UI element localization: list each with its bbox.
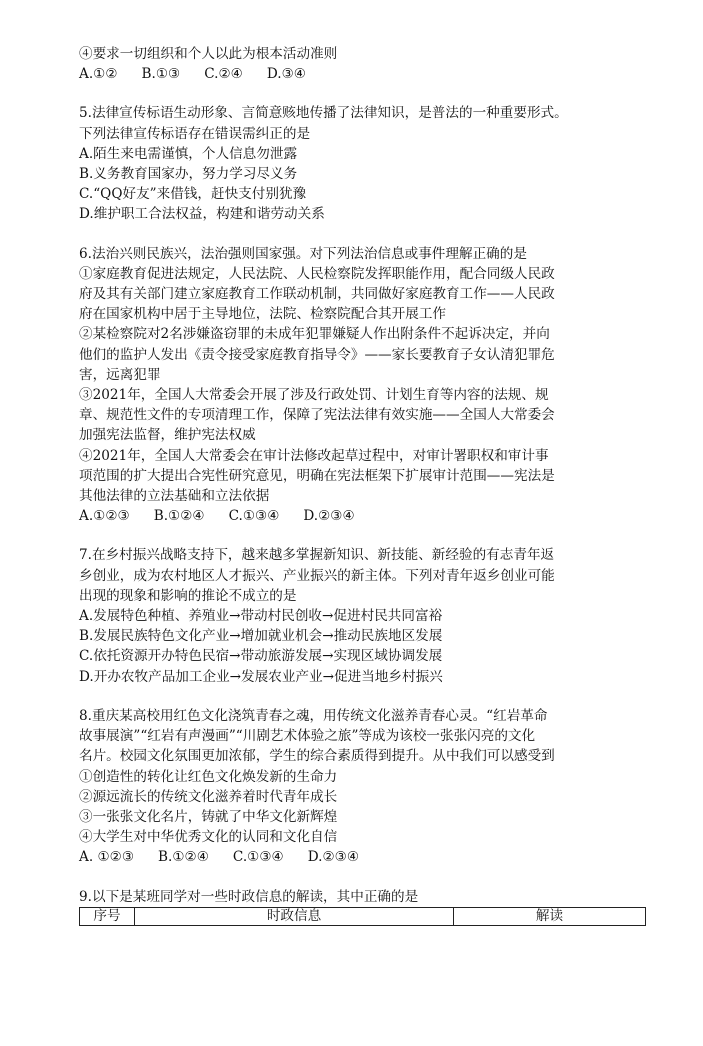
q7-option-d: D.开办农牧产品加工企业→发展农业产业→促进当地乡村振兴 (79, 668, 443, 685)
header-interpretation: 解读 (454, 907, 646, 925)
q6-text-line: 他们的监护人发出《责令接受家庭教育指导令》——家长要教育子女认清犯罪危 (79, 346, 555, 363)
option-b: B.①③ (141, 66, 181, 83)
question-8 (79, 706, 645, 868)
option-d: D.②③④ (303, 508, 355, 525)
q5-option-d: D.维护职工合法权益，构建和谐劳动关系 (79, 206, 325, 223)
q6-text-line: ①家庭教育促进法规定，人民法院、人民检察院发挥职能作用，配合同级人民政 (79, 265, 555, 282)
question-7 (79, 545, 645, 686)
prev-question-options (79, 64, 645, 84)
header-news: 时政信息 (135, 907, 454, 925)
option-a: A.①② (79, 66, 118, 83)
q6-text-line: 项范围的扩大提出合宪性研究意见，明确在宪法框架下扩展审计范围——宪法是 (79, 467, 555, 484)
q6-text-line: 加强宪法监督，维护宪法权威 (79, 427, 256, 444)
q8-item-2: ②源远流长的传统文化滋养着时代青年成长 (79, 788, 338, 805)
q5-option-a: A.陌生来电需谨慎，个人信息勿泄露 (79, 145, 298, 162)
question-6 (79, 244, 645, 527)
q8-stem-cont: 故事展演”“红岩有声漫画”“川剧艺术体验之旅”等成为该校一张张闪亮的文化 (79, 728, 536, 745)
question-9 (79, 887, 645, 926)
question-5 (79, 103, 645, 224)
option-b: B.①②④ (153, 508, 205, 525)
q7-stem: 7.在乡村振兴战略支持下，越来越多掌握新知识、新技能、新经验的有志青年返 (79, 547, 555, 564)
q7-stem-cont: 出现的现象和影响的推论不成立的是 (79, 587, 297, 604)
q5-stem: 5.法律宣传标语生动形象、言简意赅地传播了法律知识，是普法的一种重要形式。 (79, 105, 568, 122)
option-a: A.①②③ (79, 508, 130, 525)
option-d: D.③④ (266, 66, 306, 83)
q5-stem-cont: 下列法律宣传标语存在错误需纠正的是 (79, 125, 311, 142)
q5-option-b: B.义务教育国家办，努力学习尽义务 (79, 166, 298, 183)
q6-text-line: ②某检察院对2名涉嫌盗窃罪的未成年犯罪嫌疑人作出附条件不起诉决定，并向 (79, 326, 550, 343)
q8-item-4: ④大学生对中华优秀文化的认同和文化自信 (79, 829, 338, 846)
q8-item-1: ①创造性的转化让红色文化焕发新的生命力 (79, 768, 338, 785)
q9-table (79, 907, 646, 926)
header-index: 序号 (80, 907, 135, 925)
q6-text-line: ④2021年，全国人大常委会在审计法修改起草过程中，对审计署职权和审计事 (79, 447, 549, 464)
option-c: C.①③④ (232, 849, 284, 866)
option-b: B.①②④ (158, 849, 209, 866)
q6-stem: 6.法治兴则民族兴，法治强则国家强。对下列法治信息或事件理解正确的是 (79, 245, 527, 262)
table-header-row (80, 907, 646, 925)
option-d: D.②③④ (307, 849, 360, 866)
q6-options (79, 506, 645, 526)
prev-question-item-4: ④要求一切组织和个人以此为根本活动准则 (79, 46, 338, 62)
option-c: C.①③④ (228, 508, 280, 525)
q6-text-line: ③2021年，全国人大常委会开展了涉及行政处罚、计划生育等内容的法规、规 (79, 387, 549, 404)
q7-option-c: C.依托资源开办特色民宿→带动旅游发展→实现区域协调发展 (79, 648, 443, 665)
q7-option-a: A.发展特色种植、养殖业→带动村民创收→促进村民共同富裕 (79, 608, 443, 625)
q9-stem: 9.以下是某班同学对一些时政信息的解读，其中正确的是 (79, 888, 419, 905)
q6-text-line: 其他法律的立法基础和立法依据 (79, 488, 270, 505)
q6-text-line: 府在国家机构中居于主导地位，法院、检察院配合其开展工作 (79, 306, 447, 323)
q7-stem-cont: 乡创业，成为农村地区人才振兴、产业振兴的新主体。下列对青年返乡创业可能 (79, 567, 555, 584)
q6-text-line: 害，远离犯罪 (79, 366, 161, 383)
q6-text-line: 章、规范性文件的专项清理工作，保障了宪法法律有效实施——全国人大常委会 (79, 407, 555, 424)
exam-page (79, 44, 645, 926)
option-a: A. ①②③ (79, 849, 135, 866)
q8-item-3: ③一张张文化名片，铸就了中华文化新辉煌 (79, 808, 338, 825)
q8-stem: 8.重庆某高校用红色文化浇筑青春之魂，用传统文化滋养青春心灵。“红岩革命 (79, 707, 548, 724)
q5-option-c: C.“QQ好友”来借钱，赶快支付别犹豫 (79, 186, 307, 203)
q6-text-line: 府及其有关部门建立家庭教育工作联动机制，共同做好家庭教育工作——人民政 (79, 286, 555, 303)
option-c: C.②④ (204, 66, 243, 83)
q8-options (79, 847, 645, 867)
q8-stem-cont: 名片。校园文化氛围更加浓郁，学生的综合素质得到提升。从中我们可以感受到 (79, 748, 555, 765)
q7-option-b: B.发展民族特色文化产业→增加就业机会→推动民族地区发展 (79, 628, 443, 645)
